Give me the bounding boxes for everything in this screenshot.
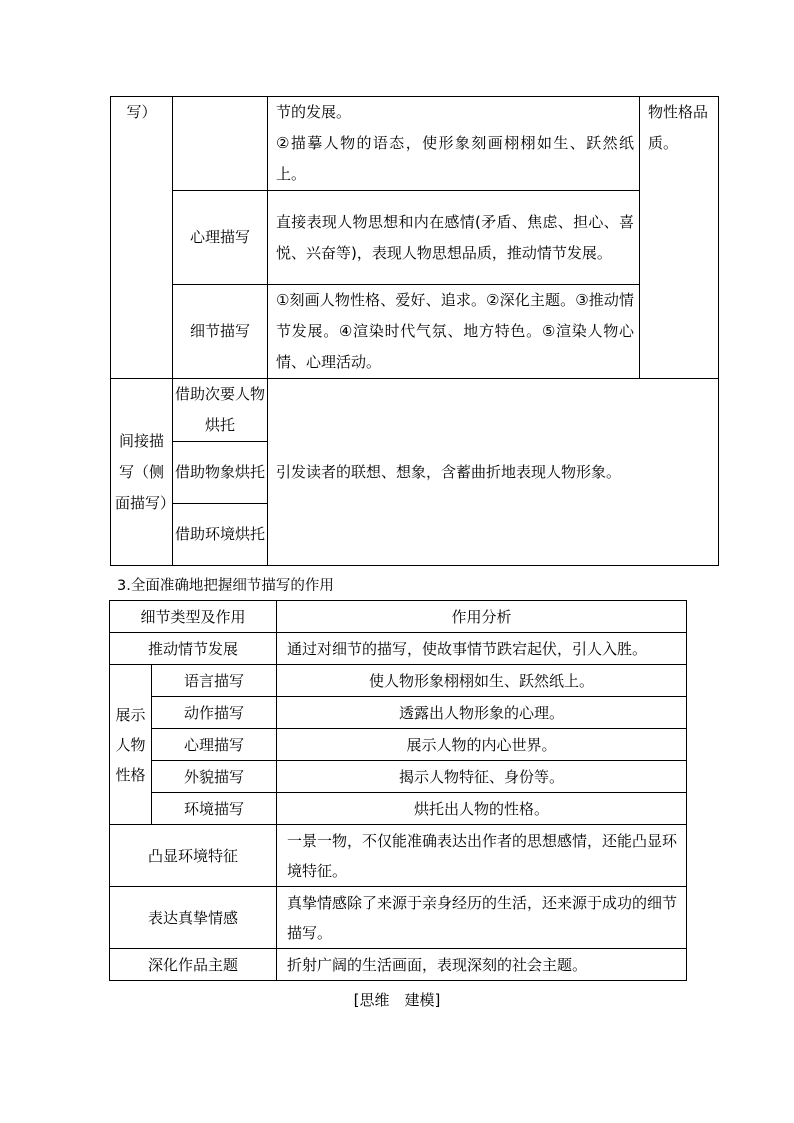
row-label: 凸显环境特征: [110, 825, 277, 887]
description-text: 直接表现人物思想和内在感情(矛盾、焦虑、担心、喜悦、兴奋等)，表现人物思想品质，推动情节发展。: [276, 212, 634, 262]
type-cell: [173, 379, 268, 442]
header-analysis: 作用分析: [277, 601, 687, 633]
description-line: ②描摹人物的语态，使形象刻画栩栩如生、跃然纸上。: [276, 134, 634, 183]
row-analysis: 折射广阔的生活画面，表现深刻的社会主题。: [277, 949, 687, 981]
description-line: 节的发展。: [276, 103, 352, 121]
description-cell: [268, 191, 640, 285]
effect-text: 物性格品质。: [648, 103, 709, 152]
section-heading: 3.全面准确地把握细节描写的作用: [117, 578, 334, 594]
row-label: 推动情节发展: [110, 633, 277, 665]
type-cell-empty: [173, 97, 268, 191]
detail-function-table: [109, 600, 687, 981]
row-analysis: 通过对细节的描写，使故事情节跌宕起伏，引人入胜。: [277, 633, 687, 665]
category-cell-fragment: [111, 97, 173, 379]
category-text: 写）: [126, 103, 157, 121]
sub-label: 动作描写: [152, 697, 277, 729]
row-analysis: 真挚情感除了来源于亲身经历的生活，还来源于成功的细节描写。: [277, 887, 687, 949]
sub-analysis: 揭示人物特征、身份等。: [277, 761, 687, 793]
description-text: 引发读者的联想、想象，含蓄曲折地表现人物形象。: [276, 462, 622, 481]
description-text: ①刻画人物性格、爱好、追求。②深化主题。③推动情节发展。④渲染时代气氛、地方特色。⑤渲染人物心情、心理活动。: [276, 291, 634, 371]
writing-techniques-table: [110, 96, 719, 566]
type-cell: [173, 504, 268, 566]
sub-label: 心理描写: [152, 729, 277, 761]
row-label: 表达真挚情感: [110, 887, 277, 949]
type-label: 借助物象烘托: [174, 463, 265, 481]
category-text: 间接描写（侧面描写）: [115, 431, 176, 512]
sub-label: 语言描写: [152, 665, 277, 697]
row-analysis: 一景一物，不仅能准确表达出作者的思想感情，还能凸显环境特征。: [277, 825, 687, 887]
description-cell: [268, 379, 719, 566]
sub-analysis: 展示人物的内心世界。: [277, 729, 687, 761]
sub-analysis: 烘托出人物的性格。: [277, 793, 687, 825]
sub-analysis: 透露出人物形象的心理。: [277, 697, 687, 729]
sub-analysis: 使人物形象栩栩如生、跃然纸上。: [277, 665, 687, 697]
effect-cell: [640, 97, 719, 379]
description-cell: [268, 97, 640, 191]
type-label: 借助次要人物烘托: [174, 385, 265, 434]
type-cell-detail: [173, 285, 268, 379]
category-cell-indirect: [111, 379, 176, 566]
row-label: 深化作品主题: [110, 949, 277, 981]
group-text: 展示人物性格: [115, 705, 146, 784]
type-cell: [173, 442, 268, 504]
type-label: 借助环境烘托: [174, 525, 265, 543]
header-type: 细节类型及作用: [110, 601, 277, 633]
section-footer-label: [思维 建模]: [353, 991, 441, 1009]
type-label: 细节描写: [189, 322, 250, 340]
sub-label: 环境描写: [152, 793, 277, 825]
sub-label: 外貌描写: [152, 761, 277, 793]
character-group-label: [110, 665, 152, 825]
description-cell: [268, 285, 640, 379]
type-cell-psychology: [173, 191, 268, 285]
type-label: 心理描写: [189, 228, 250, 246]
